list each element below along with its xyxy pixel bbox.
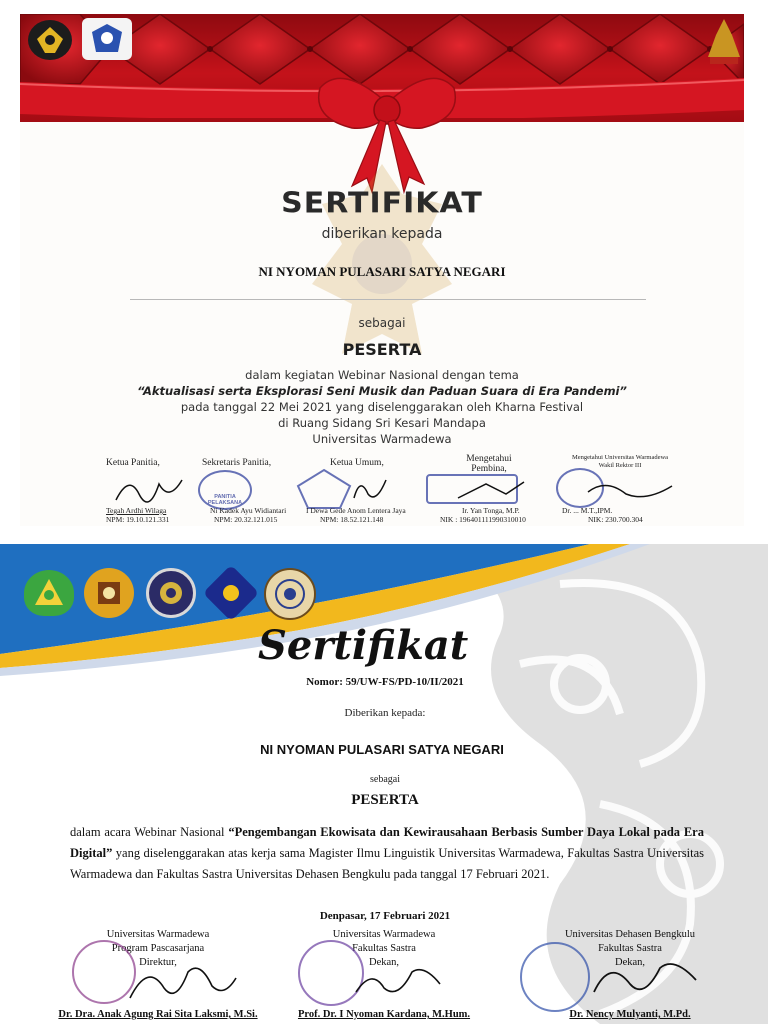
signatory-ketua-umum — [296, 454, 416, 526]
signatory-title: Mengetahui Pembina, — [466, 454, 512, 474]
warmadewa-logo — [24, 570, 74, 616]
signatory-institution: Universitas Dehasen Bengkulu — [564, 929, 696, 940]
certificate-title: SERTIFIKAT — [281, 186, 483, 221]
signatory-title: Ketua Panitia, — [106, 458, 160, 468]
university-emblem-logo — [82, 18, 132, 60]
certificate-number: Nomor: 59/UW-FS/PD-10/II/2021 — [306, 676, 464, 688]
body-theme: “Pengembangan Ekowisata dan Kewirausahaan Berbasis Sumber Daya Lokal pada Era Digital” — [70, 825, 704, 860]
pascasarjana-stamp — [72, 940, 136, 1004]
signatory-id: NIK : 196401111990310010 — [440, 515, 526, 524]
signatory-id: NPM: 20.32.121.015 — [214, 515, 278, 524]
as-label: sebagai — [370, 774, 400, 785]
signatory-id: NPM: 18.52.121.148 — [320, 515, 384, 524]
signature-scribble — [590, 956, 700, 1004]
dehasen-logo — [84, 568, 134, 618]
dehasen-stamp — [520, 942, 590, 1012]
body-intro: dalam acara Webinar Nasional — [70, 825, 229, 839]
signatory-dekan-dehasen — [530, 928, 730, 1020]
event-venue: di Ruang Sidang Sri Kesari Mandapa — [278, 416, 486, 430]
role-label: PESERTA — [351, 792, 419, 808]
signature-scribble — [114, 472, 184, 506]
signatory-title: Mengetahui Universitas Warmadewa Wakil Rektor III — [571, 454, 669, 469]
signature-scribble — [456, 478, 526, 504]
signatory-name: Dr. Nency Mulyanti, M.Pd. — [569, 1009, 691, 1020]
signatory-id: NPM: 19.10.121.331 — [106, 515, 170, 524]
recipient-name: NI NYOMAN PULASARI SATYA NEGARI — [260, 742, 504, 757]
certificate-body — [70, 822, 704, 885]
event-intro: dalam kegiatan Webinar Nasional dengan tema — [245, 368, 519, 382]
body-details: yang diselenggarakan atas kerja sama Magister Ilmu Linguistik Universitas Warmadewa, Fakultas Sastra Universitas Warmadewa dan Fakultas Sastra Universitas Dehasen Bengkulu pada tanggal 17 Februari 2021. — [70, 846, 704, 881]
signatory-name: Dr. Dra. Anak Agung Rai Sita Laksmi, M.Si. — [58, 1009, 258, 1020]
role-label: PESERTA — [342, 340, 422, 359]
signatory-unit: Program Pascasarjana — [111, 943, 205, 954]
signatory-institution: Universitas Warmadewa — [332, 929, 436, 940]
certificate-kharna — [20, 14, 744, 526]
as-label: sebagai — [358, 316, 406, 330]
event-university: Universitas Warmadewa — [312, 432, 452, 446]
university-seal-logo — [264, 568, 316, 620]
signatory-direktur — [58, 928, 258, 1020]
signatory-name: Ir. Yan Tonga, M.P. — [462, 506, 520, 515]
signatory-position: Dekan, — [368, 957, 400, 968]
signatory-name: Ni Kadek Ayu Widiantari — [210, 506, 287, 515]
organization-stamp — [296, 468, 352, 510]
signatory-pembina — [426, 454, 566, 526]
signatory-id: NIK: 230.700.304 — [588, 515, 643, 524]
given-to-label: diberikan kepada — [321, 226, 443, 242]
given-to-label: Diberikan kepada: — [344, 707, 426, 719]
warmadewa-logo — [28, 20, 72, 60]
signatory-unit: Fakultas Sastra — [598, 943, 662, 954]
event-date: pada tanggal 22 Mei 2021 yang diselenggarakan oleh Kharna Festival — [180, 400, 584, 414]
panitia-stamp: PANITIA PELAKSANA — [198, 470, 252, 510]
signatory-title: Ketua Umum, — [330, 458, 384, 468]
signatory-institution: Universitas Warmadewa — [106, 929, 210, 940]
recipient-name: NI NYOMAN PULASARI SATYA NEGARI — [258, 264, 506, 279]
signature-scribble — [350, 474, 390, 504]
signatory-wakil-rektor — [556, 454, 680, 526]
signatory-position: Direktur, — [139, 957, 177, 968]
signatory-position: Dekan, — [614, 957, 646, 968]
signatory-dekan-warmadewa — [284, 928, 484, 1020]
signatory-name: I Dewa Gede Anom Lentera Jaya — [306, 506, 406, 515]
signature-scribble — [128, 958, 238, 1006]
signatory-sekretaris — [194, 454, 306, 526]
signatory-name: Prof. Dr. I Nyoman Kardana, M.Hum. — [297, 1009, 471, 1020]
signatory-title: Sekretaris Panitia, — [202, 458, 272, 468]
name-underline — [130, 299, 646, 300]
certificate-webinar — [0, 544, 768, 1024]
certificate-title: Sertifikat — [258, 622, 469, 669]
signatory-unit: Fakultas Sastra — [352, 943, 416, 954]
kharna-logo — [704, 16, 744, 66]
place-date: Denpasar, 17 Februari 2021 — [319, 910, 451, 922]
event-theme: “Aktualisasi serta Eksplorasi Seni Musik dan Paduan Suara di Era Pandemi” — [137, 384, 627, 398]
signatory-name: Tegah Ardhi Wilaga — [106, 506, 167, 515]
signature-scribble — [586, 476, 676, 504]
signature-scribble — [354, 962, 444, 1002]
signatory-name: Dr. ... M.T.,IPM. — [562, 506, 613, 515]
ahmad-dahlan-logo — [146, 568, 196, 618]
